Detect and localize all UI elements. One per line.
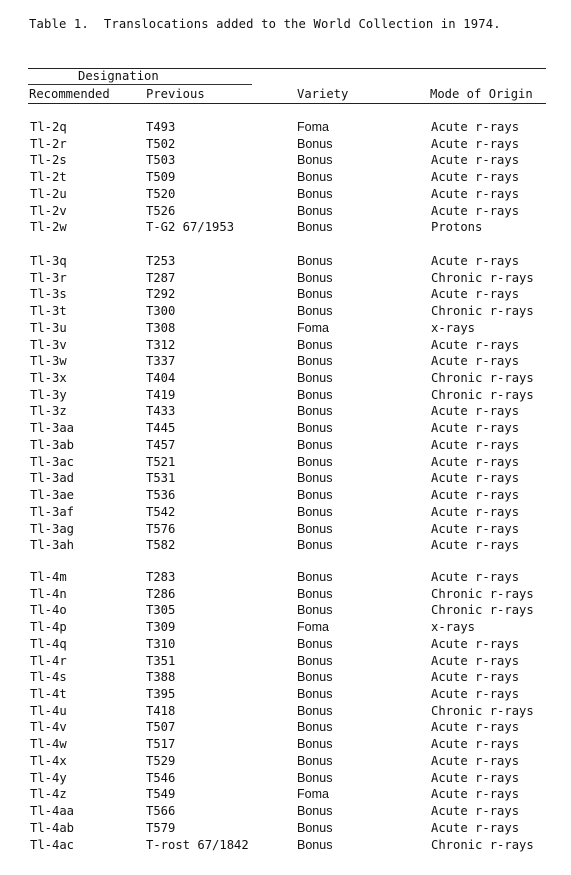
table-row [0,204,571,221]
cell-previous: T579 [146,820,176,835]
table-row [0,737,571,754]
cell-recommended: Tl-4y [30,770,67,785]
cell-mode-of-origin: Chronic r-rays [431,371,534,386]
cell-recommended: Tl-4p [30,620,67,635]
cell-mode-of-origin: Acute r-rays [431,687,520,702]
table-row [0,488,571,505]
table-row [0,120,571,137]
cell-mode-of-origin: Chronic r-rays [431,703,534,718]
table-row [0,570,571,587]
cell-mode-of-origin: Chronic r-rays [431,304,534,319]
cell-mode-of-origin: Protons [431,220,483,235]
cell-recommended: Tl-4m [30,570,67,584]
cell-variety: Bonus [297,270,333,285]
cell-mode-of-origin: Acute r-rays [431,471,520,486]
cell-previous: T310 [146,636,176,651]
cell-previous: T549 [146,787,176,802]
header-mode-of-origin: Mode of Origin [430,87,533,101]
table-row [0,804,571,821]
cell-mode-of-origin: Chronic r-rays [431,270,534,285]
cell-previous: T502 [146,136,176,151]
cell-previous: T507 [146,720,176,735]
cell-previous: T351 [146,653,176,668]
cell-recommended: Tl-4z [30,787,67,802]
cell-variety: Bonus [297,737,333,752]
table-row [0,455,571,472]
cell-mode-of-origin: Acute r-rays [431,354,520,369]
cell-previous: T337 [146,354,176,369]
cell-mode-of-origin: Acute r-rays [431,820,520,835]
cell-variety: Bonus [297,603,333,618]
table-row [0,304,571,321]
table-row [0,522,571,539]
cell-previous: T521 [146,454,176,469]
cell-previous: T529 [146,753,176,768]
cell-variety: Bonus [297,670,333,685]
cell-recommended: Tl-3aa [30,421,75,436]
designation-underline [28,84,252,85]
cell-recommended: Tl-3y [30,387,67,402]
cell-previous: T509 [146,170,176,185]
cell-recommended: Tl-3ab [30,437,75,452]
cell-mode-of-origin: Acute r-rays [431,753,520,768]
cell-recommended: Tl-3ah [30,538,75,553]
table-row [0,321,571,338]
table-row [0,388,571,405]
cell-previous: T445 [146,421,176,436]
cell-mode-of-origin: Chronic r-rays [431,603,534,618]
cell-recommended: Tl-3ae [30,488,75,503]
table-row [0,421,571,438]
cell-variety: Bonus [297,538,333,553]
table-row [0,538,571,555]
table-row [0,720,571,737]
cell-mode-of-origin: Acute r-rays [431,421,520,436]
table-row [0,603,571,620]
cell-variety: Bonus [297,636,333,651]
cell-previous: T520 [146,186,176,201]
cell-previous: T433 [146,404,176,419]
cell-mode-of-origin: Acute r-rays [431,404,520,419]
cell-variety: Bonus [297,387,333,402]
cell-variety: Bonus [297,170,333,185]
cell-mode-of-origin: Acute r-rays [431,653,520,668]
cell-mode-of-origin: Acute r-rays [431,120,520,134]
cell-variety: Bonus [297,437,333,452]
cell-mode-of-origin: Chronic r-rays [431,837,534,852]
cell-previous: T457 [146,437,176,452]
table-row [0,404,571,421]
table-row [0,687,571,704]
cell-recommended: Tl-4w [30,737,67,752]
cell-variety: Bonus [297,287,333,302]
header-rule [28,103,546,104]
table-row [0,354,571,371]
cell-mode-of-origin: Chronic r-rays [431,387,534,402]
cell-variety: Bonus [297,337,333,352]
cell-variety: Bonus [297,504,333,519]
cell-previous: T292 [146,287,176,302]
cell-recommended: Tl-4u [30,703,67,718]
table-row [0,438,571,455]
cell-mode-of-origin: x-rays [431,320,476,335]
table-row [0,137,571,154]
cell-recommended: Tl-4t [30,687,67,702]
cell-variety: Bonus [297,521,333,536]
cell-mode-of-origin: Acute r-rays [431,787,520,802]
cell-recommended: Tl-4o [30,603,67,618]
cell-recommended: Tl-4aa [30,804,75,819]
table-row [0,587,571,604]
table-row [0,505,571,522]
cell-variety: Foma [297,320,329,335]
cell-variety: Foma [297,787,329,802]
table-row [0,620,571,637]
cell-recommended: Tl-2w [30,220,67,235]
table-row [0,371,571,388]
cell-mode-of-origin: Acute r-rays [431,636,520,651]
cell-mode-of-origin: Acute r-rays [431,337,520,352]
cell-variety: Bonus [297,586,333,601]
cell-recommended: Tl-4n [30,586,67,601]
cell-variety: Bonus [297,254,333,268]
cell-variety: Bonus [297,770,333,785]
cell-variety: Bonus [297,203,333,218]
cell-recommended: Tl-4v [30,720,67,735]
cell-mode-of-origin: Acute r-rays [431,538,520,553]
table-row [0,771,571,788]
cell-previous: T566 [146,804,176,819]
table-row [0,637,571,654]
cell-mode-of-origin: Acute r-rays [431,570,520,584]
cell-variety: Bonus [297,820,333,835]
cell-mode-of-origin: Acute r-rays [431,437,520,452]
cell-recommended: Tl-4s [30,670,67,685]
cell-mode-of-origin: Acute r-rays [431,504,520,519]
cell-mode-of-origin: Chronic r-rays [431,586,534,601]
cell-variety: Bonus [297,136,333,151]
table-row [0,821,571,838]
cell-variety: Bonus [297,186,333,201]
cell-previous: T576 [146,521,176,536]
cell-variety: Foma [297,120,329,134]
cell-mode-of-origin: Acute r-rays [431,737,520,752]
cell-mode-of-origin: Acute r-rays [431,521,520,536]
table-row [0,670,571,687]
cell-recommended: Tl-3af [30,504,75,519]
cell-variety: Bonus [297,703,333,718]
cell-variety: Foma [297,620,329,635]
cell-previous: T582 [146,538,176,553]
cell-recommended: Tl-3ad [30,471,75,486]
cell-recommended: Tl-3ac [30,454,75,469]
cell-variety: Bonus [297,304,333,319]
table-row [0,471,571,488]
cell-previous: T-rost 67/1842 [146,837,249,852]
cell-mode-of-origin: x-rays [431,620,476,635]
cell-recommended: Tl-4ab [30,820,75,835]
cell-previous: T312 [146,337,176,352]
cell-previous: T531 [146,471,176,486]
cell-mode-of-origin: Acute r-rays [431,670,520,685]
cell-previous: T546 [146,770,176,785]
cell-variety: Bonus [297,653,333,668]
cell-previous: T309 [146,620,176,635]
cell-recommended: Tl-3u [30,320,67,335]
cell-previous: T-G2 67/1953 [146,220,235,235]
header-variety: Variety [297,87,349,101]
cell-variety: Bonus [297,471,333,486]
cell-variety: Bonus [297,454,333,469]
cell-recommended: Tl-2s [30,153,67,168]
cell-previous: T286 [146,586,176,601]
cell-previous: T253 [146,254,176,268]
cell-recommended: Tl-3t [30,304,67,319]
cell-recommended: Tl-2u [30,186,67,201]
cell-variety: Bonus [297,753,333,768]
cell-variety: Bonus [297,804,333,819]
cell-previous: T404 [146,371,176,386]
cell-variety: Bonus [297,488,333,503]
cell-variety: Bonus [297,354,333,369]
cell-variety: Bonus [297,837,333,852]
cell-mode-of-origin: Acute r-rays [431,804,520,819]
table-row [0,838,571,855]
cell-previous: T536 [146,488,176,503]
cell-mode-of-origin: Acute r-rays [431,254,520,268]
cell-recommended: Tl-4x [30,753,67,768]
cell-recommended: Tl-3s [30,287,67,302]
cell-variety: Bonus [297,404,333,419]
cell-previous: T287 [146,270,176,285]
cell-mode-of-origin: Acute r-rays [431,170,520,185]
cell-mode-of-origin: Acute r-rays [431,136,520,151]
cell-variety: Bonus [297,720,333,735]
cell-mode-of-origin: Acute r-rays [431,720,520,735]
table-row [0,704,571,721]
cell-recommended: Tl-3r [30,270,67,285]
cell-previous: T493 [146,120,176,134]
cell-variety: Bonus [297,220,333,235]
cell-previous: T388 [146,670,176,685]
cell-recommended: Tl-3z [30,404,67,419]
header-recommended: Recommended [29,87,110,101]
cell-recommended: Tl-3v [30,337,67,352]
table-row [0,754,571,771]
cell-mode-of-origin: Acute r-rays [431,454,520,469]
table-row [0,187,571,204]
table-row [0,271,571,288]
cell-variety: Bonus [297,421,333,436]
cell-recommended: Tl-2v [30,203,67,218]
table-row [0,654,571,671]
cell-variety: Bonus [297,687,333,702]
table-row [0,254,571,271]
table-row [0,287,571,304]
cell-previous: T395 [146,687,176,702]
cell-variety: Bonus [297,570,333,584]
cell-previous: T517 [146,737,176,752]
table-row [0,170,571,187]
table-row [0,787,571,804]
cell-variety: Bonus [297,371,333,386]
cell-recommended: Tl-2r [30,136,67,151]
cell-recommended: Tl-3ag [30,521,75,536]
cell-mode-of-origin: Acute r-rays [431,203,520,218]
cell-recommended: Tl-2t [30,170,67,185]
cell-recommended: Tl-4r [30,653,67,668]
cell-previous: T526 [146,203,176,218]
header-previous: Previous [146,87,205,101]
cell-previous: T300 [146,304,176,319]
cell-recommended: Tl-3q [30,254,67,268]
cell-previous: T542 [146,504,176,519]
cell-mode-of-origin: Acute r-rays [431,153,520,168]
cell-recommended: Tl-4ac [30,837,75,852]
table-row [0,338,571,355]
table-row [0,220,571,237]
cell-mode-of-origin: Acute r-rays [431,770,520,785]
cell-recommended: Tl-3x [30,371,67,386]
cell-mode-of-origin: Acute r-rays [431,488,520,503]
cell-previous: T503 [146,153,176,168]
cell-recommended: Tl-3w [30,354,67,369]
table-title: Table 1. Translocations added to the World Collection in 1974. [29,17,501,31]
cell-recommended: Tl-2q [30,120,67,134]
cell-previous: T418 [146,703,176,718]
cell-mode-of-origin: Acute r-rays [431,186,520,201]
cell-mode-of-origin: Acute r-rays [431,287,520,302]
cell-previous: T308 [146,320,176,335]
cell-recommended: Tl-4q [30,636,67,651]
table-row [0,153,571,170]
cell-previous: T419 [146,387,176,402]
cell-variety: Bonus [297,153,333,168]
designation-group-header: Designation [78,69,159,83]
cell-previous: T305 [146,603,176,618]
cell-previous: T283 [146,570,176,584]
